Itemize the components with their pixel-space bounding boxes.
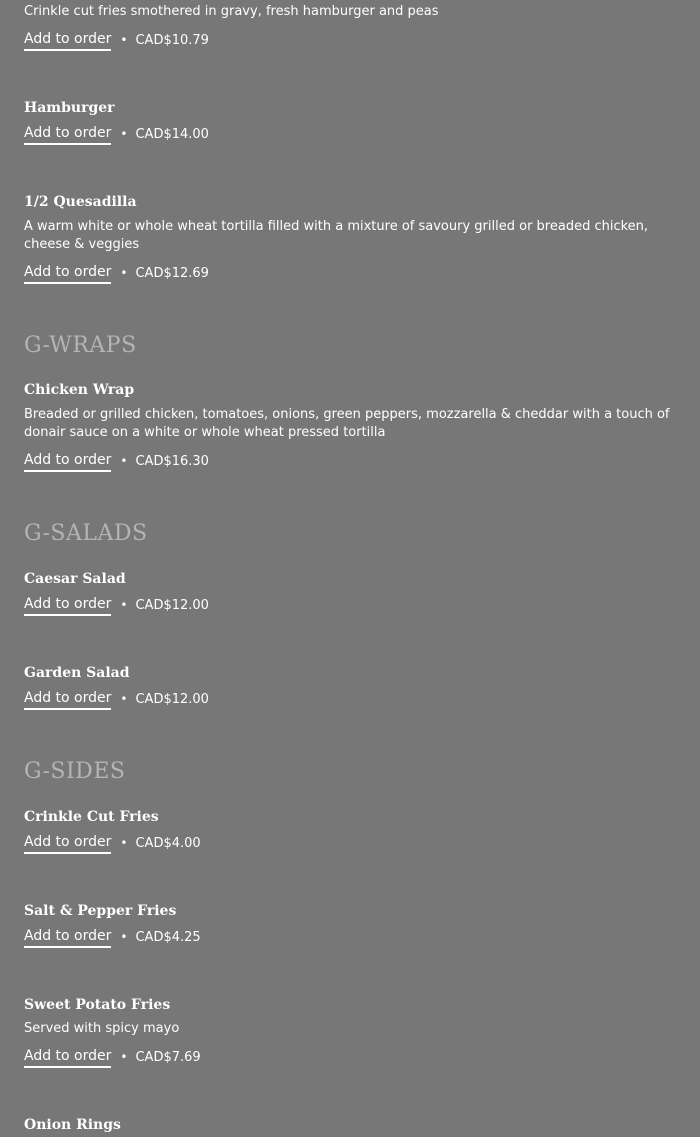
section-title-salads: G-SALADS	[24, 521, 148, 546]
add-to-order-link[interactable]: Add to order	[24, 689, 111, 710]
separator-dot: •	[120, 598, 128, 612]
add-to-order-link[interactable]: Add to order	[24, 833, 111, 854]
item-name-caesar-salad: Caesar Salad	[24, 571, 126, 587]
order-row-hamburger	[24, 124, 209, 144]
order-row-quesadilla	[24, 263, 209, 283]
item-price: CAD$4.25	[135, 929, 201, 945]
item-name-chicken-wrap: Chicken Wrap	[24, 382, 135, 398]
item-description-chicken-wrap: Breaded or grilled chicken, tomatoes, onions, green peppers, mozzarella & cheddar with a touch of donair sauce on a white or whole wheat pressed tortilla	[24, 407, 670, 440]
order-row-poutine	[24, 30, 209, 50]
order-row-sweet-potato-fries	[24, 1047, 201, 1067]
item-description-sweet-potato-fries: Served with spicy mayo	[24, 1021, 180, 1036]
item-price: CAD$7.69	[135, 1049, 201, 1065]
order-row-salt-pepper-fries	[24, 927, 201, 947]
section-title-sides: G-SIDES	[24, 759, 126, 784]
add-to-order-link[interactable]: Add to order	[24, 1047, 111, 1068]
item-description-quesadilla: A warm white or whole wheat tortilla filled with a mixture of savoury grilled or breaded chicken, cheese & veggies	[24, 219, 649, 252]
separator-dot: •	[120, 33, 128, 47]
separator-dot: •	[120, 1050, 128, 1064]
add-to-order-link[interactable]: Add to order	[24, 451, 111, 472]
order-row-crinkle-cut-fries	[24, 833, 201, 853]
item-name-sweet-potato-fries: Sweet Potato Fries	[24, 997, 171, 1013]
order-row-garden-salad	[24, 689, 209, 709]
separator-dot: •	[120, 930, 128, 944]
separator-dot: •	[120, 836, 128, 850]
item-price: CAD$12.00	[135, 597, 209, 613]
item-name-hamburger: Hamburger	[24, 100, 115, 116]
separator-dot: •	[120, 692, 128, 706]
separator-dot: •	[120, 266, 128, 280]
item-price: CAD$12.00	[135, 691, 209, 707]
item-name-salt-pepper-fries: Salt & Pepper Fries	[24, 903, 177, 919]
item-price: CAD$16.30	[135, 453, 209, 469]
section-title-wraps: G-WRAPS	[24, 333, 137, 358]
item-name-onion-rings: Onion Rings	[24, 1117, 121, 1133]
add-to-order-link[interactable]: Add to order	[24, 263, 111, 284]
separator-dot: •	[120, 127, 128, 141]
order-row-chicken-wrap	[24, 451, 209, 471]
item-description-poutine: Crinkle cut fries smothered in gravy, fresh hamburger and peas	[24, 4, 439, 19]
order-row-caesar-salad	[24, 595, 209, 615]
item-price: CAD$10.79	[135, 32, 209, 48]
add-to-order-link[interactable]: Add to order	[24, 595, 111, 616]
item-name-garden-salad: Garden Salad	[24, 665, 130, 681]
item-name-quesadilla: 1/2 Quesadilla	[24, 194, 137, 210]
item-name-crinkle-cut-fries: Crinkle Cut Fries	[24, 809, 159, 825]
separator-dot: •	[120, 454, 128, 468]
item-price: CAD$12.69	[135, 265, 209, 281]
add-to-order-link[interactable]: Add to order	[24, 927, 111, 948]
item-price: CAD$14.00	[135, 126, 209, 142]
item-price: CAD$4.00	[135, 835, 201, 851]
add-to-order-link[interactable]: Add to order	[24, 124, 111, 145]
add-to-order-link[interactable]: Add to order	[24, 30, 111, 51]
